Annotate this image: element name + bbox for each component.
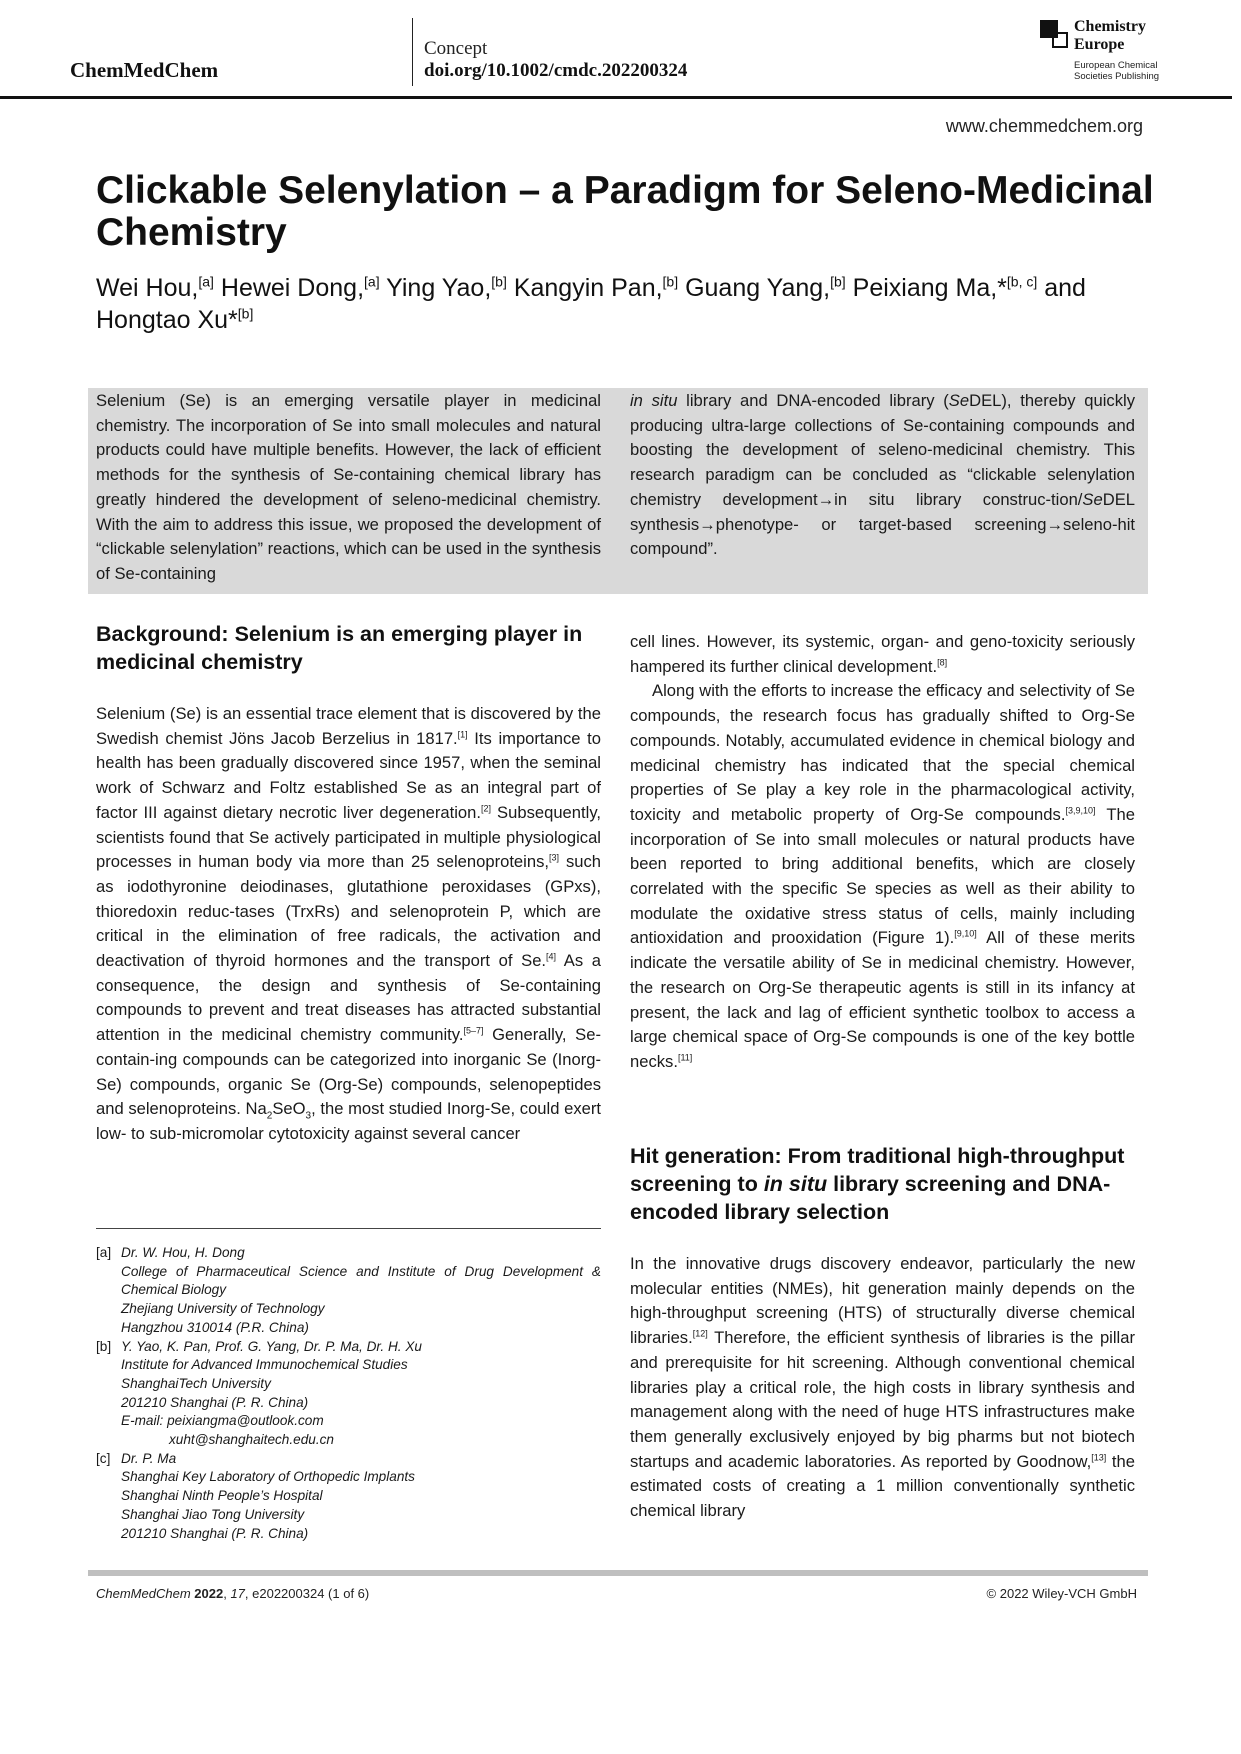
body-text: Therefore, the efficient synthesis of libraries is the pillar and prerequisite for hit screening. Although conventional chemical libraries play a critical role, the high costs in library synthesis and management along with the need of huge HTS infrastructures make them generally exclusively enjoyed by big pharms but not biotech startups and academic laboratories. As reported by Goodnow, bbox=[630, 1328, 1135, 1471]
footnote-line: Dr. P. Ma bbox=[121, 1450, 177, 1466]
abstract-italic: in situ bbox=[630, 391, 678, 410]
footer-volume: 17 bbox=[230, 1586, 245, 1601]
body-right-column-bottom bbox=[630, 1252, 1135, 1524]
email-link[interactable]: E-mail: peixiangma@outlook.com bbox=[121, 1413, 324, 1429]
author-affiliation: [a] bbox=[364, 273, 380, 290]
affiliation-c bbox=[96, 1450, 601, 1544]
body-text: , the most studied Inorg-Se, could exert low- to sub-micromolar cytotoxicity against several cancer bbox=[96, 1099, 601, 1143]
doi-link[interactable]: doi.org/10.1002/cmdc.202200324 bbox=[424, 60, 688, 81]
body-paragraph bbox=[630, 679, 1135, 1074]
author-name: Guang Yang, bbox=[685, 274, 831, 302]
body-paragraph bbox=[630, 1252, 1135, 1524]
journal-website-link[interactable]: www.chemmedchem.org bbox=[945, 116, 1143, 136]
footnote-rule bbox=[96, 1228, 601, 1229]
citation-ref[interactable]: [3,9,10] bbox=[1065, 805, 1096, 816]
subscript: 2 bbox=[266, 1110, 273, 1122]
publisher-name-line2: Europe bbox=[1074, 36, 1125, 53]
author-affiliation: [b, c] bbox=[1006, 273, 1038, 290]
author-name: and Hongtao Xu* bbox=[96, 274, 1086, 334]
abstract-left-column: Selenium (Se) is an emerging versatile player in medicinal chemistry. The incorporation of Se into small molecules and natural products could have multiple benefits. However, the lack of efficient methods for the synthesis of Se-containing chemical library has greatly hindered the development of seleno-medicinal chemistry. With the aim to address this issue, we proposed the development of “clickable selenylation” reactions, which can be used in the synthesis of Se-containing bbox=[96, 391, 601, 583]
subscript: 3 bbox=[305, 1110, 312, 1122]
author-name: Ying Yao, bbox=[386, 274, 492, 302]
body-text: Generally, Se-contain-ing compounds can be categorized into inorganic Se (Inorg-Se) compounds, organic Se (Org-Se) compounds, selenopeptides and selenoproteins. Na bbox=[96, 1025, 601, 1119]
section-heading-background: Background: Selenium is an emerging player in medicinal chemistry bbox=[96, 622, 583, 674]
footnote-line: Y. Yao, K. Pan, Prof. G. Yang, Dr. P. Ma, Dr. H. Xu bbox=[121, 1338, 422, 1354]
author-name: Hewei Dong, bbox=[220, 274, 365, 302]
body-text: Subsequently, scientists found that Se actively participated in multiple physiological processes in human body via more than 25 selenoproteins, bbox=[96, 802, 601, 872]
body-text: In the innovative drugs discovery endeavor, particularly the new molecular entities (NMEs), hit generation mainly depends on the high-throughput screening (HTS) of structurally diverse chemical libraries. bbox=[630, 1254, 1135, 1348]
section-heading-hit-generation bbox=[630, 1142, 1135, 1226]
citation-ref[interactable]: [1] bbox=[457, 729, 468, 740]
affiliation-footnotes bbox=[96, 1244, 601, 1543]
citation-ref[interactable]: [5–7] bbox=[463, 1025, 484, 1036]
citation-ref[interactable]: [4] bbox=[546, 951, 557, 962]
footer-citation: ChemMedChem 2022, 17, e202200324 (1 of 6) bbox=[96, 1586, 370, 1601]
chemistry-europe-logo-icon bbox=[1040, 20, 1070, 50]
heading-text: library screening and DNA-encoded library selection bbox=[630, 1172, 1111, 1224]
body-text: All of these merits indicate the versatile ability of Se in medicinal chemistry. However, the research on Org-Se therapeutic agents is still in its infancy at present, the lack and lag of efficient synthetic toolbox to access a large chemical space of Org-Se compounds is one of the key bottle necks. bbox=[630, 928, 1135, 1071]
affiliation-a bbox=[96, 1244, 601, 1338]
journal-name: ChemMedChem bbox=[70, 58, 219, 82]
author-affiliation: [b] bbox=[662, 273, 679, 290]
author-name: Peixiang Ma,* bbox=[852, 274, 1007, 302]
footnote-line: 201210 Shanghai (P. R. China) bbox=[121, 1394, 309, 1410]
article-title: Clickable Selenylation – a Paradigm for Seleno-Medicinal Chemistry bbox=[96, 169, 1154, 254]
body-paragraph bbox=[96, 702, 601, 1147]
author-list bbox=[96, 272, 1156, 336]
footnote-line: 201210 Shanghai (P. R. China) bbox=[121, 1525, 309, 1541]
footnote-line: Institute for Advanced Immunochemical Studies bbox=[121, 1357, 408, 1373]
citation-ref[interactable]: [2] bbox=[480, 803, 491, 814]
author-affiliation: [b] bbox=[491, 273, 507, 290]
publisher-logo-block[interactable] bbox=[1040, 18, 1170, 80]
publisher-name bbox=[1074, 18, 1146, 54]
abstract-text: DEL synthesis→phenotype- or target-based screening→seleno-hit compound”. bbox=[630, 489, 1135, 559]
footer-year: 2022 bbox=[194, 1586, 224, 1601]
body-text: SeO bbox=[272, 1099, 306, 1119]
footnote-line: Shanghai Jiao Tong University bbox=[121, 1506, 305, 1522]
publisher-name-line1: Chemistry bbox=[1074, 18, 1146, 35]
body-text: As a consequence, the design and synthesis of Se-containing compounds to prevent and treat diseases has attracted substantial attention in the medicinal chemistry community. bbox=[96, 951, 602, 1045]
header-rule bbox=[0, 96, 1232, 99]
publisher-sub-line2: Societies Publishing bbox=[1074, 71, 1160, 82]
body-text: cell lines. However, its systemic, organ- and geno-toxicity seriously hampered its further clinical development. bbox=[630, 632, 1135, 676]
abstract-italic: Se bbox=[948, 391, 970, 410]
footnote-line: ShanghaiTech University bbox=[121, 1375, 271, 1391]
footer-rule bbox=[88, 1570, 1148, 1576]
footnote-label: [c] bbox=[96, 1450, 111, 1466]
citation-ref[interactable]: [13] bbox=[1091, 1452, 1107, 1463]
body-text: Its importance to health has been gradually discovered since 1957, when the seminal work of Schwarz and Foltz established Se as an integral part of factor III against dietary necrotic liver degeneration. bbox=[96, 728, 601, 822]
body-right-column-top bbox=[630, 630, 1135, 1075]
footer-article: , e202200324 (1 of 6) bbox=[244, 1586, 370, 1601]
publisher-sub-line1: European Chemical bbox=[1074, 60, 1158, 71]
author-affiliation: [a] bbox=[198, 273, 214, 290]
abstract-text: library and DNA-encoded library ( bbox=[677, 391, 949, 410]
abstract-box bbox=[88, 388, 1148, 594]
body-left-column bbox=[96, 702, 601, 1147]
body-text: Selenium (Se) is an essential trace element that is discovered by the Swedish chemist Jöns Jacob Berzelius in 1817. bbox=[96, 704, 601, 748]
body-paragraph bbox=[630, 630, 1135, 679]
footnote-line: Shanghai Key Laboratory of Orthopedic Implants bbox=[121, 1469, 415, 1485]
body-text: such as iodothyronine deiodinases, glutathione peroxidases (GPxs), thioredoxin reduc-tases (TrxRs) and selenoprotein P, which are critical in the elimination of free radicals, the activation and deactivation of thyroid hormones and the transport of Se. bbox=[96, 852, 601, 971]
footnote-line: Shanghai Ninth People’s Hospital bbox=[121, 1488, 323, 1504]
abstract-right-column bbox=[630, 389, 1135, 562]
author-affiliation: [b] bbox=[237, 305, 254, 322]
heading-italic: in situ bbox=[763, 1172, 828, 1196]
abstract-text: DEL), thereby quickly producing ultra-large collections of Se-containing compounds and boosting the development of seleno-medicinal chemistry. This research paradigm can be concluded as “clickable selenylation chemistry development→in situ library construc-tion/ bbox=[630, 391, 1135, 509]
author-affiliation: [b] bbox=[830, 273, 846, 290]
author-name: Kangyin Pan, bbox=[513, 274, 663, 302]
footnote-label: [b] bbox=[96, 1338, 112, 1354]
author-name: Wei Hou, bbox=[96, 274, 199, 302]
body-text: the estimated costs of creating a 1 million conventionally synthetic chemical library bbox=[630, 1451, 1135, 1521]
footer-journal: ChemMedChem bbox=[96, 1586, 191, 1601]
citation-ref[interactable]: [11] bbox=[677, 1052, 693, 1063]
affiliation-b bbox=[96, 1338, 601, 1450]
body-text: The incorporation of Se into small molecules or natural products have been reported to bring additional benefits, which are closely correlated with the specific Se species as well as their ability to modulate the oxidative stress status of cells, mainly including antioxidation and prooxidation (Figure 1). bbox=[630, 804, 1135, 948]
body-text: Along with the efforts to increase the efficacy and selectivity of Se compounds, the research focus has gradually shifted to Org-Se compounds. Notably, accumulated evidence in chemical biology and medicinal chemistry has indicated that the special chemical properties of Se play a key role in the pharmacological activity, toxicity and metabolic property of Org-Se compounds. bbox=[630, 681, 1135, 824]
citation-ref[interactable]: [9,10] bbox=[954, 928, 977, 939]
footnote-line: Zhejiang University of Technology bbox=[121, 1301, 325, 1317]
header-divider bbox=[412, 18, 413, 86]
publisher-subtitle bbox=[1074, 60, 1159, 82]
email-link[interactable]: xuht@shanghaitech.edu.cn bbox=[169, 1432, 334, 1448]
footnote-label: [a] bbox=[96, 1245, 112, 1260]
footnote-line: College of Pharmaceutical Science and Institute of Drug Development & Chemical Biology bbox=[121, 1263, 601, 1298]
article-type: Concept bbox=[424, 38, 488, 59]
citation-ref[interactable]: [3] bbox=[549, 852, 560, 863]
citation-ref[interactable]: [8] bbox=[937, 657, 948, 668]
heading-text: Hit generation: From traditional high-throughput screening to bbox=[630, 1144, 1125, 1196]
citation-ref[interactable]: [12] bbox=[692, 1328, 708, 1339]
footer-copyright: © 2022 Wiley-VCH GmbH bbox=[986, 1586, 1137, 1601]
footnote-line: Dr. W. Hou, H. Dong bbox=[121, 1245, 245, 1260]
abstract-italic: Se bbox=[1082, 489, 1103, 509]
footnote-line: Hangzhou 310014 (P.R. China) bbox=[121, 1319, 309, 1335]
